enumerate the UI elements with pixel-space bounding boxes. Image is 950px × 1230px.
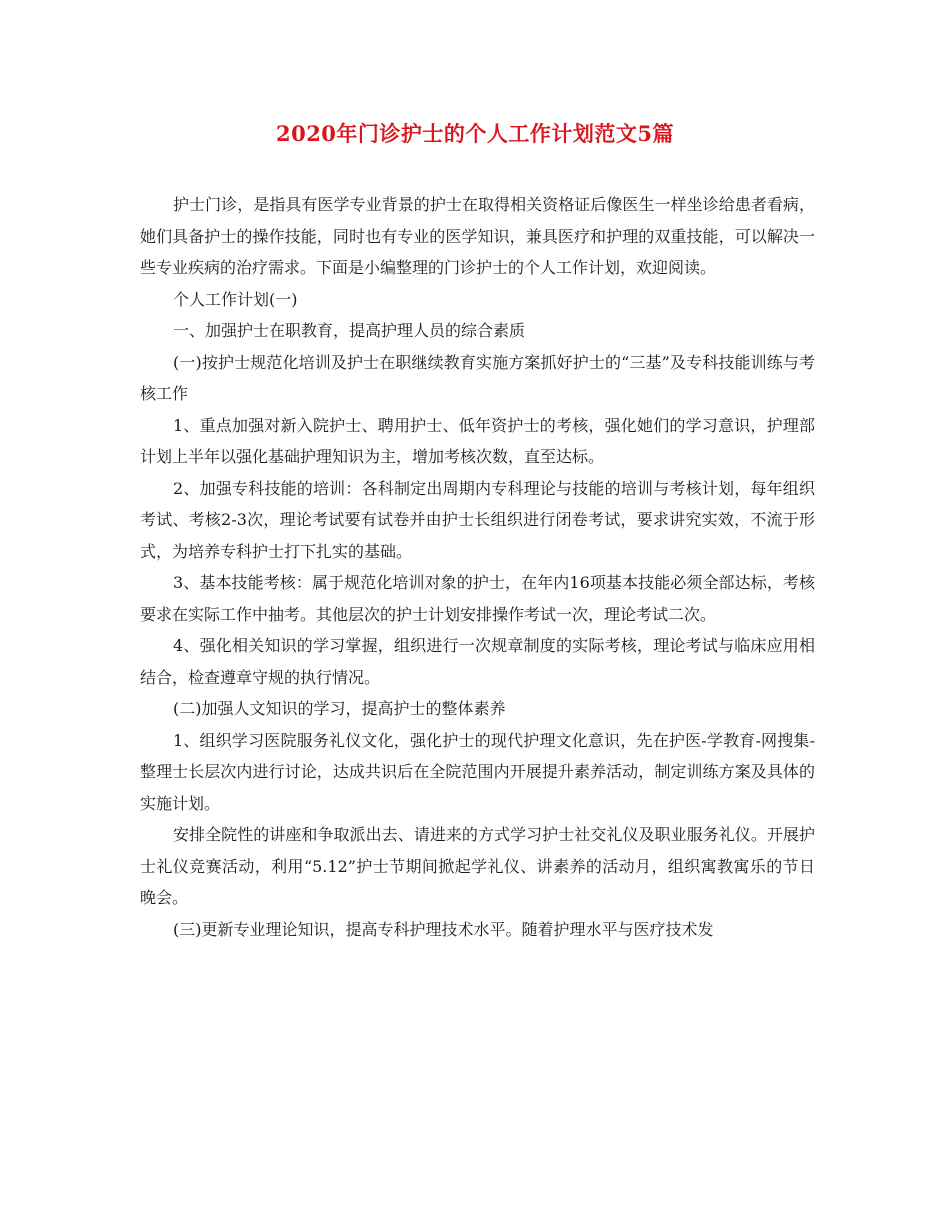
paragraph-item-3: 3、基本技能考核：属于规范化培训对象的护士，在年内16项基本技能必须全部达标，考核要求在实际工作中抽考。其他层次的护士计划安排操作考试一次，理论考试二次。 [140, 573, 815, 624]
paragraph-section-one: 一、加强护士在职教育，提高护理人员的综合素质 [173, 321, 526, 340]
paragraph-subsection-three: (三)更新专业理论知识，提高专科护理技术水平。随着护理水平与医疗技术发 [173, 919, 714, 939]
paragraph-subsection-two: (二)加强人文知识的学习，提高护士的整体素养 [173, 699, 506, 718]
paragraph-item-4: 4、强化相关知识的学习掌握，组织进行一次规章制度的实际考核，理论考试与临床应用相结合，检查遵章守规的执行情况。 [140, 636, 815, 687]
paragraph-etiquette-1: 1、组织学习医院服务礼仪文化，强化护士的现代护理文化意识，先在护医-学教育-网搜集-整理士长层次内进行讨论，达成共识后在全院范围内开展提升素养活动，制定训练方案及具体的实施计划。 [140, 730, 815, 813]
paragraph-plan-heading: 个人工作计划(一) [173, 289, 298, 309]
document-body [140, 189, 815, 945]
paragraph-subsection-one: (一)按护士规范化培训及护士在职继续教育实施方案抓好护士的“三基”及专科技能训练与考核工作 [140, 352, 815, 403]
paragraph-intro: 护士门诊，是指具有医学专业背景的护士在取得相关资格证后像医生一样坐诊给患者看病，她们具备护士的操作技能，同时也有专业的医学知识，兼具医疗和护理的双重技能，可以解决一些专业疾病的治疗需求。下面是小编整理的门诊护士的个人工作计划，欢迎阅读。 [140, 195, 815, 277]
paragraph-etiquette-activities: 安排全院性的讲座和争取派出去、请进来的方式学习护士社交礼仪及职业服务礼仪。开展护士礼仪竞赛活动，利用“5.12”护士节期间掀起学礼仪、讲素养的活动月，组织寓教寓乐的节日晚会。 [140, 825, 815, 907]
document-title: 2020年门诊护士的个人工作计划范文5篇 [275, 121, 675, 146]
paragraph-item-2: 2、加强专科技能的培训：各科制定出周期内专科理论与技能的培训与考核计划，每年组织考试、考核2-3次，理论考试要有试卷并由护士长组织进行闭卷考试，要求讲究实效，不流于形式，为培养专科护士打下扎实的基础。 [140, 478, 815, 561]
paragraph-item-1: 1、重点加强对新入院护士、聘用护士、低年资护士的考核，强化她们的学习意识，护理部计划上半年以强化基础护理知识为主，增加考核次数，直至达标。 [140, 415, 815, 466]
